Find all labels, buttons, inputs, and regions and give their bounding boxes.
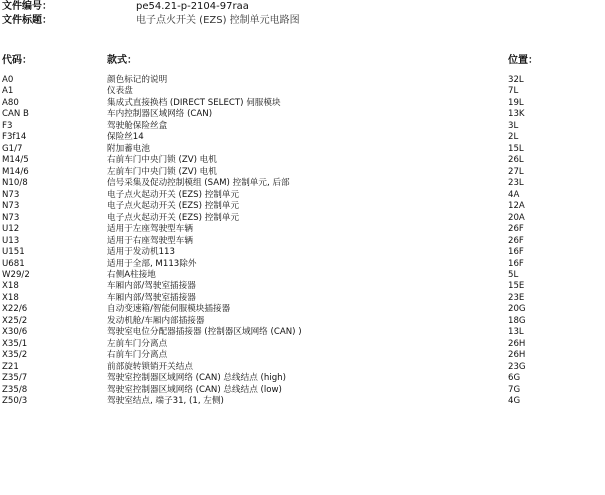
table-row — [0, 178, 605, 189]
row-position: 23G — [508, 361, 526, 372]
row-code: X30/6 — [2, 327, 28, 338]
row-description: 驾驶室结点, 端子31, (1, 左侧) — [107, 396, 224, 407]
row-description: 驾驶室控制器区域网络 (CAN) 总线结点 (high) — [107, 373, 286, 384]
table-row — [0, 316, 605, 327]
row-description: 附加蓄电池 — [107, 143, 150, 154]
row-description: 保险丝14 — [107, 132, 144, 143]
row-code: N73 — [2, 212, 20, 223]
table-row — [0, 109, 605, 120]
row-position: 23L — [508, 178, 524, 189]
row-position: 13L — [508, 327, 524, 338]
row-code: Z35/7 — [2, 373, 28, 384]
row-description: 右前车门中央门锁 (ZV) 电机 — [107, 155, 217, 166]
row-position: 16F — [508, 258, 524, 269]
row-description: 电子点火起动开关 (EZS) 控制单元 — [107, 212, 240, 223]
table-row — [0, 362, 605, 373]
row-description: 适用于左座驾驶型车辆 — [107, 224, 193, 235]
row-description: 仪表盘 — [107, 86, 133, 97]
row-position: 13K — [508, 109, 525, 120]
table-row — [0, 259, 605, 270]
row-position: 15E — [508, 281, 525, 292]
row-description: 电子点火起动开关 (EZS) 控制单元 — [107, 201, 240, 212]
row-position: 7L — [508, 86, 519, 97]
row-code: M14/6 — [2, 166, 29, 177]
row-description: 发动机舱/车厢内部插接器 — [107, 315, 205, 326]
doc-title-value: 电子点火开关 (EZS) 控制单元电路图 — [136, 15, 300, 26]
row-code: A0 — [2, 75, 14, 85]
row-position: 18G — [508, 315, 526, 326]
row-code: A1 — [2, 86, 14, 97]
row-description: 车厢内部/驾驶室插接器 — [107, 281, 196, 292]
table-row — [0, 121, 605, 132]
table-row — [0, 236, 605, 247]
component-list — [0, 75, 605, 408]
doc-number-value: pe54.21-p-2104-97raa — [136, 1, 249, 12]
row-position: 3L — [508, 120, 519, 131]
row-description: 驾驶舱保险丝盒 — [107, 120, 168, 131]
row-position: 5L — [508, 269, 519, 280]
table-row — [0, 281, 605, 292]
row-description: 驾驶室控制器区域网络 (CAN) 总线结点 (low) — [107, 384, 282, 395]
column-header-position: 位置： — [508, 55, 538, 66]
row-code: A80 — [2, 97, 19, 108]
table-row — [0, 75, 605, 86]
row-code: W29/2 — [2, 269, 30, 280]
table-row — [0, 213, 605, 224]
row-position: 26F — [508, 224, 524, 235]
table-row — [0, 270, 605, 281]
table-row — [0, 339, 605, 350]
table-row — [0, 86, 605, 97]
table-row — [0, 132, 605, 143]
row-code: Z35/8 — [2, 384, 28, 395]
row-description: 电子点火起动开关 (EZS) 控制单元 — [107, 189, 240, 200]
row-position: 26H — [508, 338, 526, 349]
table-row — [0, 396, 605, 407]
row-description: 自动变速箱/智能伺服模块插接器 — [107, 304, 231, 315]
row-code: U13 — [2, 235, 20, 246]
table-row — [0, 98, 605, 109]
row-position: 12A — [508, 201, 525, 212]
row-position: 20A — [508, 212, 525, 223]
row-code: N10/8 — [2, 178, 28, 189]
row-code: X22/6 — [2, 304, 28, 315]
doc-title-label: 文件标题： — [2, 15, 52, 26]
row-code: Z21 — [2, 361, 19, 372]
row-code: X25/2 — [2, 315, 28, 326]
table-row — [0, 293, 605, 304]
row-position: 27L — [508, 166, 524, 177]
row-position: 32L — [508, 75, 524, 85]
row-code: G1/7 — [2, 143, 23, 154]
table-row — [0, 247, 605, 258]
row-code: X18 — [2, 292, 19, 303]
row-description: 右前车门分离点 — [107, 350, 168, 361]
row-position: 2L — [508, 132, 519, 143]
row-code: CAN B — [2, 109, 29, 120]
row-code: X35/1 — [2, 338, 28, 349]
table-row — [0, 155, 605, 166]
row-description: 信号采集及促动控制模组 (SAM) 控制单元, 后部 — [107, 178, 290, 189]
table-row — [0, 144, 605, 155]
row-description: 集成式直接换档 (DIRECT SELECT) 伺服模块 — [107, 97, 281, 108]
row-code: X35/2 — [2, 350, 28, 361]
row-position: 4A — [508, 189, 520, 200]
row-position: 4G — [508, 396, 521, 407]
doc-number-label: 文件编号： — [2, 1, 52, 12]
row-code: U681 — [2, 258, 25, 269]
row-description: 车厢内部/驾驶室插接器 — [107, 292, 196, 303]
row-code: M14/5 — [2, 155, 29, 166]
row-code: Z50/3 — [2, 396, 28, 407]
row-description: 车内控制器区域网络 (CAN) — [107, 109, 213, 120]
row-position: 20G — [508, 304, 526, 315]
row-position: 26L — [508, 155, 524, 166]
row-position: 7G — [508, 384, 521, 395]
table-row — [0, 373, 605, 384]
table-row — [0, 224, 605, 235]
row-code: F3f14 — [2, 132, 27, 143]
column-header-description: 款式： — [107, 55, 137, 66]
row-description: 驾驶室电位分配器插接器 (控制器区域网络 (CAN) ) — [107, 327, 302, 338]
row-description: 右侧A柱接地 — [107, 269, 156, 280]
table-row — [0, 385, 605, 396]
row-position: 16F — [508, 247, 524, 258]
table-row — [0, 201, 605, 212]
row-position: 26F — [508, 235, 524, 246]
table-row — [0, 350, 605, 361]
row-position: 6G — [508, 373, 521, 384]
column-header-code: 代码： — [2, 55, 32, 66]
row-code: F3 — [2, 120, 13, 131]
row-description: 左前车门分离点 — [107, 338, 168, 349]
row-position: 15L — [508, 143, 524, 154]
table-row — [0, 304, 605, 315]
row-position: 19L — [508, 97, 524, 108]
row-code: U151 — [2, 247, 25, 258]
row-description: 左前车门中央门锁 (ZV) 电机 — [107, 166, 217, 177]
row-code: X18 — [2, 281, 19, 292]
row-code: N73 — [2, 189, 20, 200]
table-row — [0, 167, 605, 178]
row-description: 适用于全部, M113除外 — [107, 258, 197, 269]
row-description: 前部旋转锁销开关结点 — [107, 361, 193, 372]
table-row — [0, 190, 605, 201]
row-description: 适用于发动机113 — [107, 247, 175, 258]
row-code: U12 — [2, 224, 20, 235]
row-position: 26H — [508, 350, 526, 361]
row-code: N73 — [2, 201, 20, 212]
row-position: 23E — [508, 292, 525, 303]
row-description: 适用于右座驾驶型车辆 — [107, 235, 193, 246]
row-description: 颜色标记的说明 — [107, 75, 168, 85]
table-row — [0, 327, 605, 338]
